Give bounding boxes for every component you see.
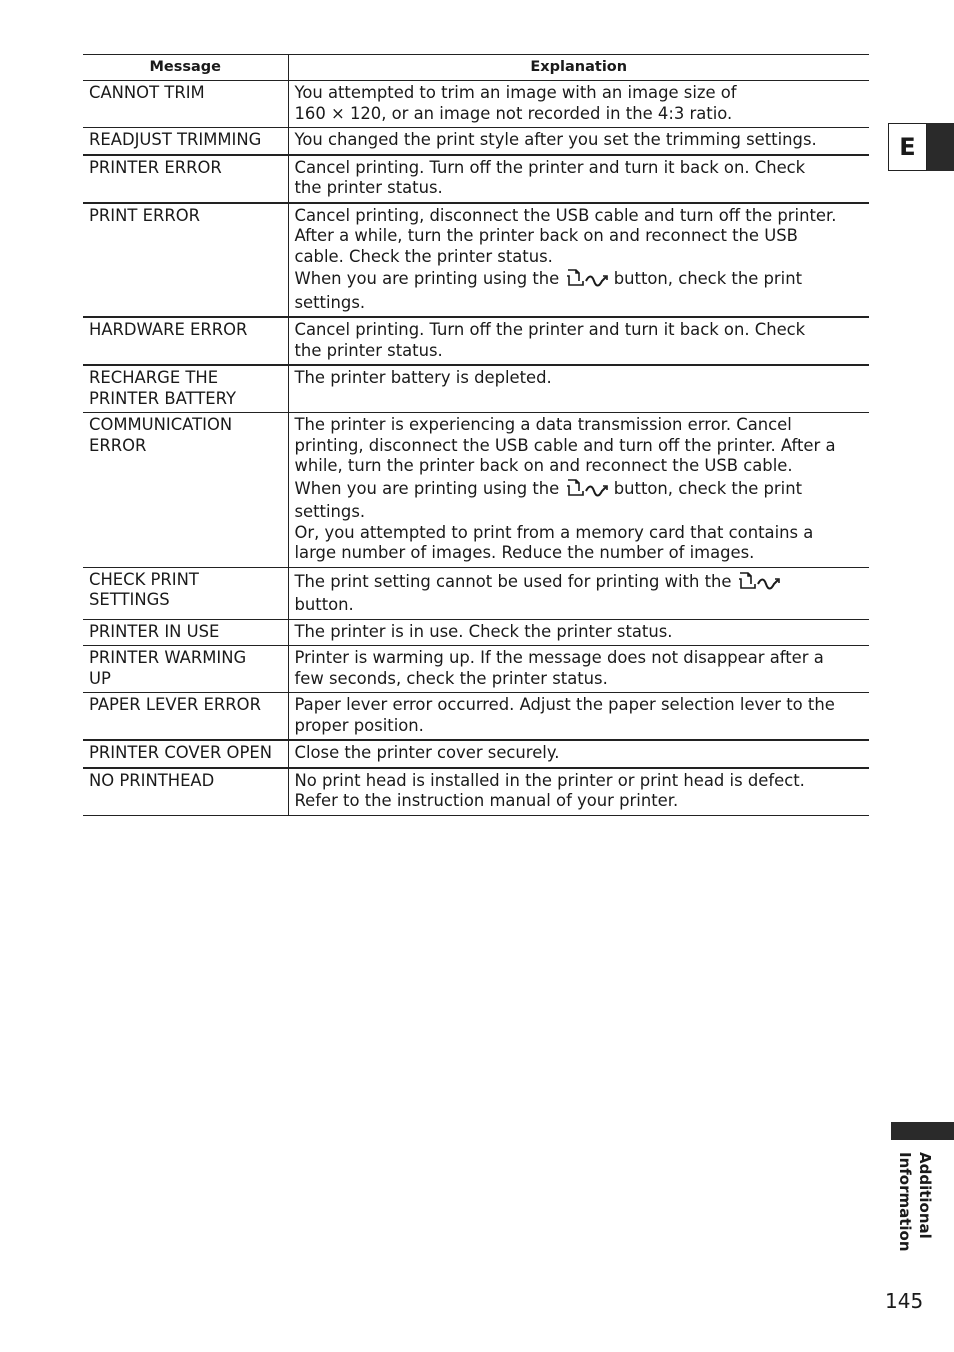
message-cell [83, 646, 288, 693]
explanation-text: Cancel printing, disconnect the USB cable and turn off the printer. After a while, turn the printer back on and reconnect the USB cable. Check the printer status. [294, 205, 837, 266]
table-header-row [83, 55, 869, 81]
explanation-cell [288, 768, 869, 816]
table-row [83, 693, 869, 741]
message-text: PRINTER WARMING UP [89, 648, 247, 688]
message-table [83, 54, 869, 816]
message-text: PRINTER IN USE [89, 621, 220, 641]
message-text: HARDWARE ERROR [89, 320, 248, 339]
table-row [83, 619, 869, 646]
message-cell [83, 155, 288, 203]
explanation-text: No print head is installed in the printer or print head is defect. Refer to the instruction manual of your printer. [294, 770, 805, 810]
message-cell [83, 740, 288, 768]
explanation-cell [288, 413, 869, 568]
table-row [83, 128, 869, 155]
message-text: PRINTER ERROR [89, 157, 222, 177]
explanation-cell [288, 567, 869, 619]
explanation-text: The printer battery is depleted. [294, 368, 552, 387]
section-label-text: Additional Information [896, 1152, 934, 1252]
table-row [83, 317, 869, 365]
message-text: CANNOT TRIM [89, 83, 205, 102]
message-text: READJUST TRIMMING [89, 130, 262, 149]
table-row [83, 203, 869, 318]
explanation-text: The printer is in use. Check the printer status. [294, 621, 673, 641]
explanation-fragment: button. [294, 595, 354, 614]
table-row [83, 155, 869, 203]
explanation-fragment: When you are printing using the [294, 269, 560, 288]
language-tab [888, 123, 954, 171]
message-cell [83, 81, 288, 128]
table-row [83, 413, 869, 568]
explanation-text: Cancel printing. Turn off the printer and turn it back on. Check the printer status. [294, 157, 806, 197]
message-text: PAPER LEVER ERROR [89, 695, 261, 714]
print-share-icon [737, 570, 781, 596]
explanation-cell [288, 740, 869, 768]
explanation-fragment: button, check the print settings. [294, 478, 803, 521]
section-label [889, 1152, 935, 1256]
explanation-cell [288, 693, 869, 741]
print-share-icon [565, 267, 609, 293]
message-text: PRINT ERROR [89, 205, 201, 225]
header-message: Message [83, 55, 288, 81]
explanation-fragment: The print setting cannot be used for printing with the [294, 571, 732, 591]
language-tab-marker [927, 123, 954, 171]
explanation-text [295, 570, 865, 616]
explanation-text: Or, you attempted to print from a memory card that contains a large number of images. Reduce the number of images. [294, 522, 814, 562]
explanation-fragment: button, check the print settings. [294, 269, 803, 312]
explanation-cell [288, 203, 869, 318]
explanation-text: Cancel printing. Turn off the printer and turn it back on. Check the printer status. [294, 320, 806, 360]
section-marker-bar [891, 1122, 954, 1140]
explanation-cell [288, 155, 869, 203]
message-text: RECHARGE THE PRINTER BATTERY [89, 368, 236, 408]
table-row [83, 646, 869, 693]
print-share-icon [565, 477, 609, 503]
message-text: CHECK PRINT SETTINGS [89, 569, 199, 609]
table-row [83, 81, 869, 128]
explanation-text [295, 477, 865, 523]
message-cell [83, 413, 288, 568]
message-cell [83, 128, 288, 155]
message-text: COMMUNICATION ERROR [89, 415, 233, 455]
explanation-text: Close the printer cover securely. [294, 743, 560, 762]
message-cell [83, 365, 288, 413]
message-text: NO PRINTHEAD [89, 770, 215, 790]
table-row [83, 740, 869, 768]
explanation-text [295, 267, 865, 313]
message-cell [83, 619, 288, 646]
message-cell [83, 203, 288, 318]
explanation-cell [288, 646, 869, 693]
message-cell [83, 317, 288, 365]
message-cell [83, 567, 288, 619]
explanation-text: You attempted to trim an image with an image size of 160 × 120, or an image not recorded in the 4:3 ratio. [294, 83, 737, 123]
header-explanation: Explanation [288, 55, 869, 81]
explanation-text: The printer is experiencing a data transmission error. Cancel printing, disconnect the USB cable and turn off the printer. After a while, turn the printer back on and reconnect the USB cable. [294, 415, 836, 475]
explanation-cell [288, 317, 869, 365]
explanation-text: Paper lever error occurred. Adjust the paper selection lever to the proper position. [294, 695, 835, 735]
table-row [83, 365, 869, 413]
message-cell [83, 768, 288, 816]
explanation-cell [288, 365, 869, 413]
page-number: 145 [885, 1289, 924, 1313]
explanation-cell [288, 619, 869, 646]
message-cell [83, 693, 288, 741]
explanation-cell [288, 81, 869, 128]
explanation-fragment: When you are printing using the [294, 478, 560, 498]
explanation-text: You changed the print style after you set the trimming settings. [294, 130, 817, 149]
message-text: PRINTER COVER OPEN [89, 743, 272, 762]
explanation-text: Printer is warming up. If the message does not disappear after a few seconds, check the printer status. [294, 648, 824, 688]
language-tab-label: E [888, 123, 927, 171]
explanation-cell [288, 128, 869, 155]
table-row [83, 567, 869, 619]
table-row [83, 768, 869, 816]
